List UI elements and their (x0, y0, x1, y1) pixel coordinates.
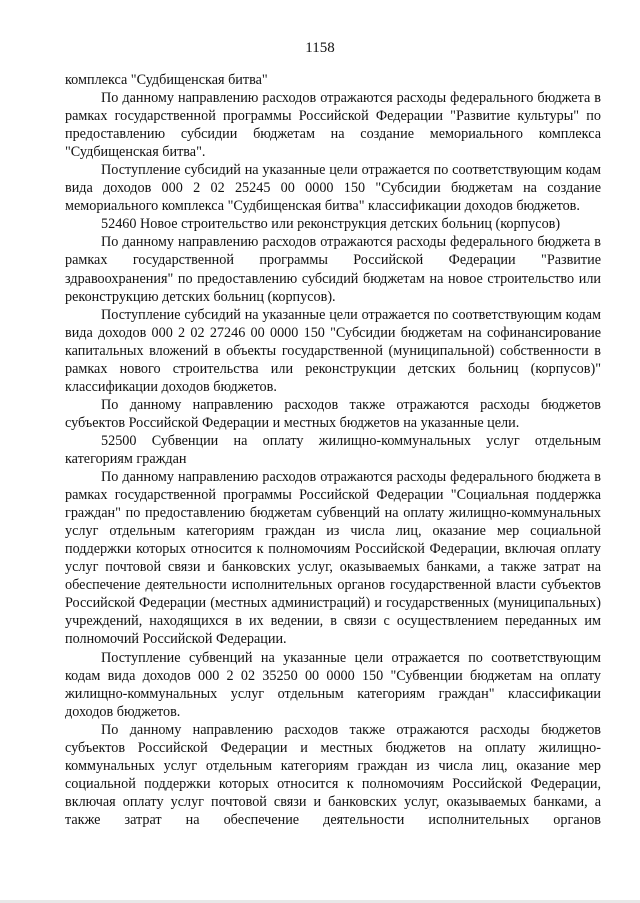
paragraph: По данному направлению расходов отражаются расходы федерального бюджета в рамках государственной программы Российской Федерации "Социальная поддержка граждан" по предоставлению бюджетам субвенций на оплату жилищно-коммунальных услуг отдельным категориям граждан из числа лиц, оказание мер социальной поддержки которых относится к полномочиям Российской Федерации, включая оплату услуг почтовой связи и банковских услуг, оказываемых банками, а также затрат на обеспечение деятельности исполнительных органов государственной власти субъектов Российской Федерации (местных администраций) и государственных (муниципальных) учреждений, находящихся в их ведении, в связи с осуществлением переданных им полномочий Российской Федерации. (65, 469, 601, 648)
page-number: 1158 (305, 40, 335, 56)
paragraph: По данному направлению расходов отражаются расходы федерального бюджета в рамках государственной программы Российской Федерации "Развитие культуры" по предоставлению субсидии бюджетам на создание мемориального комплекса "Судбищенская битва". (65, 90, 601, 161)
section-heading-52460: 52460 Новое строительство или реконструкция детских больниц (корпусов) (101, 216, 561, 233)
paragraph-continuation: комплекса "Судбищенская битва" (65, 72, 268, 88)
document-body (65, 71, 601, 829)
paragraph: По данному направлению расходов также отражаются расходы бюджетов субъектов Российской Федерации и местных бюджетов на оплату жилищно-коммунальных услуг отдельным категориям граждан из числа лиц, оказание мер социальной поддержки которых относится к полномочиям Российской Федерации, включая оплату услуг почтовой связи и банковских услуг, оказываемых банками, а также затрат на обеспечение деятельности исполнительных органов (65, 721, 601, 828)
paragraph: По данному направлению расходов также отражаются расходы бюджетов субъектов Российской Федерации и местных бюджетов на указанные цели. (65, 396, 601, 431)
section-heading-52500: 52500 Субвенции на оплату жилищно-коммунальных услуг отдельным категориям граждан (65, 432, 601, 467)
paragraph: Поступление субвенций на указанные цели отражается по соответствующим кодам вида доходов 000 2 02 35250 00 0000 150 "Субвенции бюджетам на оплату жилищно-коммунальных услуг отдельным категориям граждан" классификации доходов бюджетов. (65, 649, 601, 720)
paragraph: По данному направлению расходов отражаются расходы федерального бюджета в рамках государственной программы Российской Федерации "Развитие здравоохранения" по предоставлению субсидий бюджетам на новое строительство или реконструкцию детских больниц (корпусов). (65, 234, 601, 305)
paragraph: Поступление субсидий на указанные цели отражается по соответствующим кодам вида доходов 000 2 02 27246 00 0000 150 "Субсидии бюджетам на софинансирование капитальных вложений в объекты государственной (муниципальной) собственности в рамках нового строительства или реконструкции детских больниц (корпусов)" классификации доходов бюджетов. (65, 306, 601, 395)
paragraph: Поступление субсидий на указанные цели отражается по соответствующим кодам вида доходов 000 2 02 25245 00 0000 150 "Субсидии бюджетам на создание мемориального комплекса "Судбищенская битва" классификации доходов бюджетов. (65, 162, 601, 215)
